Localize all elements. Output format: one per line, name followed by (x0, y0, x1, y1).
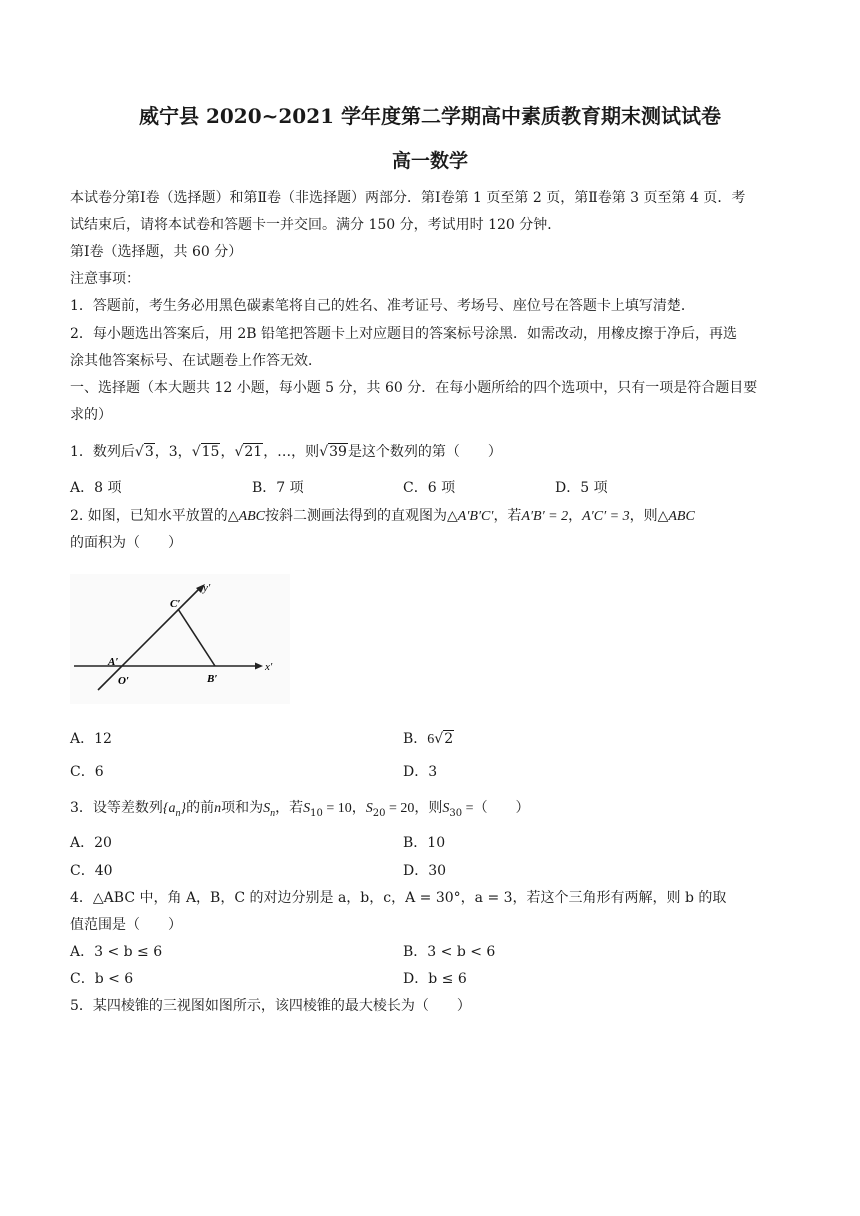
q3-s30-sub: 30 (449, 807, 463, 819)
q2-ac-prime: A′C′ = 3 (582, 509, 630, 524)
q3-s20: S (365, 801, 373, 816)
q3-p6: ，则 (414, 800, 443, 816)
q4-option-a: A．3 < b ≤ 6 (70, 944, 163, 960)
q2-p2: 按斜二测画法得到的直观图为 (265, 508, 448, 524)
q1-comma: ， (220, 444, 235, 460)
sqrt-symbol: √ (319, 444, 329, 460)
q3-option-b: B．10 (403, 835, 446, 851)
q3-p3: 项和为 (221, 800, 264, 816)
note-2-line-1: 2．每小题选出答案后，用 2B 铅笔把答题卡上对应题目的答案标号涂黑．如需改动，用橡皮擦于净后，再选 (70, 326, 738, 342)
notes-title: 注意事项： (70, 271, 140, 287)
q3-seq-close: } (180, 801, 187, 816)
q2-option-b-radicand: 2 (444, 731, 454, 747)
q3-s-sub: n (270, 807, 276, 819)
q2-p4: ， (568, 508, 583, 524)
q3-p2: 的前 (186, 800, 215, 816)
q3-s: S (263, 801, 271, 816)
q3-s30-val: = (462, 801, 474, 816)
q3-n: n (214, 801, 222, 816)
q2-triangle-abc-prime: △A′B′C′ (447, 509, 494, 524)
intro-line-1: 本试卷分第Ⅰ卷（选择题）和第Ⅱ卷（非选择题）两部分．第Ⅰ卷第 1 页至第 2 页，第Ⅱ卷第 3 页至第 4 页．考 (70, 190, 746, 206)
q2-p1: 2. 如图，已知水平放置的 (70, 508, 228, 524)
label-y-prime: y′ (203, 582, 211, 594)
question-2-line-2: 的面积为（ ） (70, 535, 182, 551)
q1-root-39: 39 (329, 444, 347, 460)
q3-option-d: D．30 (403, 863, 447, 879)
q3-seq-open: {a (162, 801, 176, 816)
q1-prefix: 1．数列后 (70, 444, 135, 460)
sqrt-symbol: √ (134, 444, 144, 460)
q2-triangle-abc: △ABC (227, 509, 266, 524)
label-x-prime: x′ (265, 661, 273, 673)
sqrt-symbol: √ (434, 731, 444, 747)
q2-ab-prime: A′B′ = 2 (521, 509, 569, 524)
q1-suffix: 是这个数列的第（ ） (347, 444, 502, 460)
q3-s30: S (442, 801, 450, 816)
q3-option-a: A．20 (70, 835, 112, 851)
q2-p3: ，若 (493, 508, 522, 524)
question-2-line-1 (70, 506, 695, 527)
q3-s10-val: = 10 (322, 801, 352, 816)
oblique-projection-figure (70, 574, 290, 704)
note-2-line-2: 涂其他答案标号、在试题卷上作答无效． (70, 353, 322, 369)
q1-option-b: B．7 项 (252, 480, 304, 496)
q1-sep: ，3， (154, 444, 192, 460)
q4-option-d: D．b ≤ 6 (403, 971, 467, 987)
label-b-prime: B′ (207, 673, 218, 685)
q2-option-a: A．12 (70, 731, 112, 747)
q2-triangle-abc-2: △ABC (657, 509, 695, 524)
q2-option-b (403, 729, 454, 750)
q2-option-b-prefix: B． (403, 731, 428, 747)
exam-title: 威宁县 2020~2021 学年度第二学期高中素质教育期末测试试卷 (138, 104, 721, 128)
q4-option-c: C．b < 6 (70, 971, 134, 987)
q2-option-c: C．6 (70, 764, 104, 780)
q2-option-b-coef: 6 (427, 732, 435, 747)
exam-subtitle: 高一数学 (391, 150, 468, 172)
question-4-line-2: 值范围是（ ） (70, 917, 182, 933)
q3-p5: ， (351, 800, 366, 816)
q3-option-c: C．40 (70, 863, 113, 879)
q2-option-d: D．3 (403, 764, 438, 780)
q3-s10: S (303, 801, 311, 816)
section-heading-line-1: 一、选择题（本大题共 12 小题，每小题 5 分，共 60 分．在每小题所给的四个选项中，只有一项是符合题目要 (70, 380, 758, 396)
question-1 (70, 442, 502, 462)
sqrt-symbol: √ (234, 444, 244, 460)
q1-root-3: 3 (144, 444, 154, 460)
part-one-heading: 第Ⅰ卷（选择题，共 60 分） (70, 244, 243, 260)
q1-option-a: A．8 项 (70, 480, 122, 496)
section-heading-line-2: 求的） (70, 407, 112, 423)
label-c-prime: C′ (170, 598, 181, 610)
q3-p1: 3．设等差数列 (70, 800, 163, 816)
label-a-prime: A′ (108, 656, 119, 668)
q3-s20-val: = 20 (385, 801, 415, 816)
sqrt-symbol: √ (191, 444, 201, 460)
q3-p7: （ ） (473, 800, 530, 816)
q3-s20-sub: 20 (372, 807, 386, 819)
question-4-line-1: 4．△ABC 中，角 A，B，C 的对边分别是 a，b，c，A = 30°，a = 3，若这个三角形有两解，则 b 的取 (70, 890, 727, 906)
q4-option-b: B．3 < b < 6 (403, 944, 496, 960)
q1-root-15: 15 (201, 444, 220, 460)
q1-mid: ，…，则 (263, 444, 320, 460)
q1-option-c: C．6 项 (403, 480, 456, 496)
question-5: 5．某四棱锥的三视图如图所示，该四棱锥的最大棱长为（ ） (70, 998, 471, 1014)
q3-p4: ，若 (275, 800, 304, 816)
intro-line-2: 试结束后，请将本试卷和答题卡一并交回。满分 150 分，考试用时 120 分钟． (70, 217, 562, 233)
q3-s10-sub: 10 (310, 807, 323, 819)
question-3 (70, 798, 530, 824)
q3-seq-sub: n (175, 807, 181, 819)
q1-root-21: 21 (244, 444, 263, 460)
q2-p5: ，则 (629, 508, 658, 524)
note-1: 1．答题前，考生务必用黑色碳素笔将自己的姓名、准考证号、考场号、座位号在答题卡上填写清楚． (70, 298, 695, 314)
q1-option-d: D．5 项 (555, 480, 608, 496)
label-o-prime: O′ (118, 675, 130, 687)
